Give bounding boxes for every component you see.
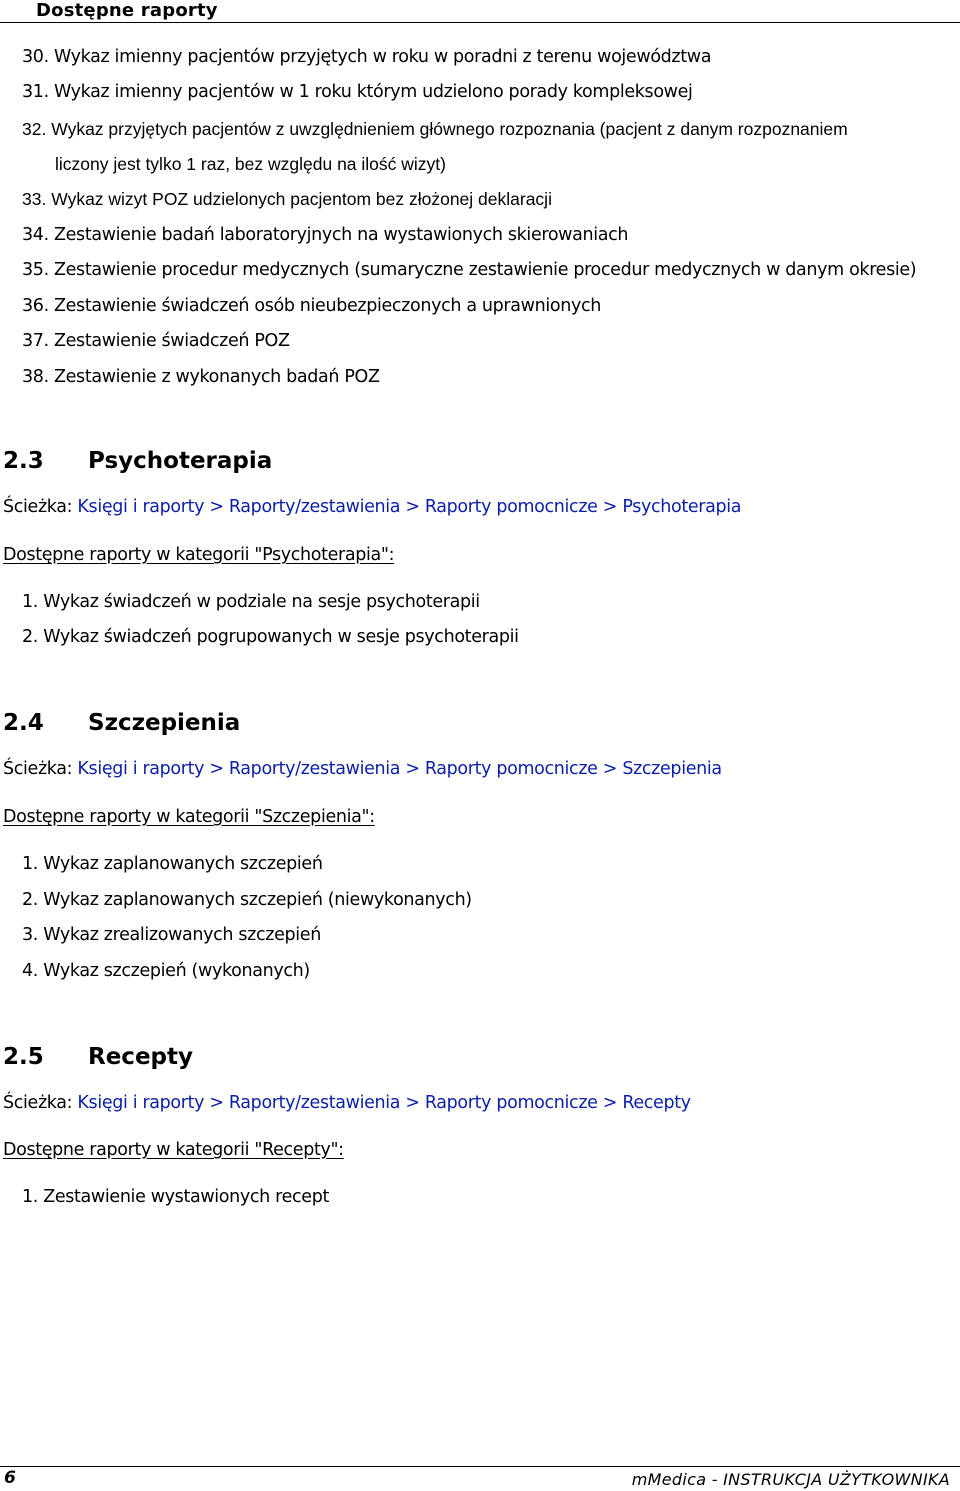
page-header bbox=[0, 0, 960, 23]
list-item-text: Zestawienie świadczeń osób nieubezpieczonych a uprawnionych bbox=[54, 296, 601, 316]
breadcrumb-label: Ścieżka: bbox=[3, 497, 73, 517]
list-item-text: Zestawienie wystawionych recept bbox=[43, 1187, 329, 1207]
breadcrumb-label: Ścieżka: bbox=[3, 759, 73, 779]
section-heading-recepty bbox=[3, 1044, 403, 1074]
list-item-text: Zestawienie świadczeń POZ bbox=[54, 331, 290, 351]
category-heading: Dostępne raporty w kategorii "Recepty": bbox=[3, 1140, 344, 1160]
section-number: 2.3 bbox=[3, 448, 44, 474]
list-item bbox=[22, 225, 628, 245]
list-item-text: Wykaz wizyt POZ udzielonych pacjentom bez złożonej deklaracji bbox=[51, 189, 552, 209]
list-item bbox=[22, 119, 848, 140]
category-heading: Dostępne raporty w kategorii "Psychoterapia": bbox=[3, 545, 395, 565]
breadcrumb bbox=[3, 1093, 691, 1113]
footer-divider bbox=[0, 1466, 960, 1467]
list-item-number: 3. bbox=[22, 925, 38, 945]
list-item-number: 38. bbox=[22, 367, 49, 387]
list-item-text: Zestawienie procedur medycznych (sumaryczne zestawienie procedur medycznych w danym okresie) bbox=[54, 260, 917, 280]
list-item-number: 37. bbox=[22, 331, 49, 351]
list-item bbox=[22, 296, 601, 316]
category-heading: Dostępne raporty w kategorii "Szczepienia": bbox=[3, 807, 375, 827]
list-item-number: 1. bbox=[22, 592, 38, 612]
breadcrumb-label: Ścieżka: bbox=[3, 1093, 73, 1113]
list-item-number: 1. bbox=[22, 854, 38, 874]
list-item-number: 35. bbox=[22, 260, 49, 280]
list-item bbox=[22, 260, 916, 280]
list-item-text: Wykaz imienny pacjentów przyjętych w roku w poradni z terenu województwa bbox=[54, 47, 712, 67]
section-heading-psychoterapia bbox=[3, 448, 403, 478]
list-item-text: Wykaz zaplanowanych szczepień (niewykonanych) bbox=[43, 890, 472, 910]
section-number: 2.4 bbox=[3, 710, 44, 736]
section-number: 2.5 bbox=[3, 1044, 44, 1070]
list-item-number: 32. bbox=[22, 119, 47, 139]
list-item bbox=[22, 592, 480, 612]
list-item-text: Wykaz zrealizowanych szczepień bbox=[43, 925, 321, 945]
list-item-text: Wykaz zaplanowanych szczepień bbox=[43, 854, 323, 874]
breadcrumb-path[interactable]: Księgi i raporty > Raporty/zestawienia > Raporty pomocnicze > Recepty bbox=[77, 1093, 691, 1113]
list-item-number: 2. bbox=[22, 890, 38, 910]
list-item bbox=[22, 47, 711, 67]
list-item bbox=[22, 854, 323, 874]
list-item-text: Wykaz imienny pacjentów w 1 roku którym udzielono porady kompleksowej bbox=[54, 82, 693, 102]
list-item-text: Wykaz szczepień (wykonanych) bbox=[43, 961, 310, 981]
section-title: Szczepienia bbox=[88, 710, 241, 736]
list-item bbox=[22, 925, 321, 945]
page-number: 6 bbox=[4, 1468, 16, 1488]
list-item-number: 36. bbox=[22, 296, 49, 316]
list-item bbox=[22, 367, 380, 387]
list-item bbox=[22, 82, 693, 102]
breadcrumb-path[interactable]: Księgi i raporty > Raporty/zestawienia > Raporty pomocnicze > Szczepienia bbox=[77, 759, 722, 779]
list-item-continuation bbox=[55, 154, 446, 175]
section-title: Recepty bbox=[88, 1044, 193, 1070]
list-item bbox=[22, 961, 310, 981]
list-item bbox=[22, 890, 472, 910]
list-item-text: Wykaz przyjętych pacjentów z uwzględnieniem głównego rozpoznania (pacjent z danym rozpoznaniem bbox=[51, 119, 848, 139]
section-title: Psychoterapia bbox=[88, 448, 273, 474]
list-item-number: 33. bbox=[22, 189, 47, 209]
list-item-text: Zestawienie badań laboratoryjnych na wystawionych skierowaniach bbox=[54, 225, 629, 245]
list-item-number: 34. bbox=[22, 225, 49, 245]
list-item-text: Wykaz świadczeń pogrupowanych w sesje psychoterapii bbox=[43, 627, 519, 647]
list-item-text: Zestawienie z wykonanych badań POZ bbox=[54, 367, 380, 387]
list-item-number: 4. bbox=[22, 961, 38, 981]
list-item-number: 31. bbox=[22, 82, 49, 102]
list-item bbox=[22, 627, 519, 647]
list-item bbox=[22, 1187, 329, 1207]
list-item-text: Wykaz świadczeń w podziale na sesje psychoterapii bbox=[43, 592, 480, 612]
list-item-number: 30. bbox=[22, 47, 49, 67]
list-item bbox=[22, 189, 552, 210]
list-item bbox=[22, 331, 290, 351]
breadcrumb-path[interactable]: Księgi i raporty > Raporty/zestawienia > Raporty pomocnicze > Psychoterapia bbox=[77, 497, 742, 517]
header-title: Dostępne raporty bbox=[36, 0, 218, 21]
list-item-number: 1. bbox=[22, 1187, 38, 1207]
breadcrumb bbox=[3, 497, 741, 517]
breadcrumb bbox=[3, 759, 722, 779]
list-item-number: 2. bbox=[22, 627, 38, 647]
document-title: mMedica - INSTRUKCJA UŻYTKOWNIKA bbox=[631, 1470, 950, 1489]
list-item-text: liczony jest tylko 1 raz, bez względu na ilość wizyt) bbox=[55, 154, 446, 174]
section-heading-szczepienia bbox=[3, 710, 403, 740]
